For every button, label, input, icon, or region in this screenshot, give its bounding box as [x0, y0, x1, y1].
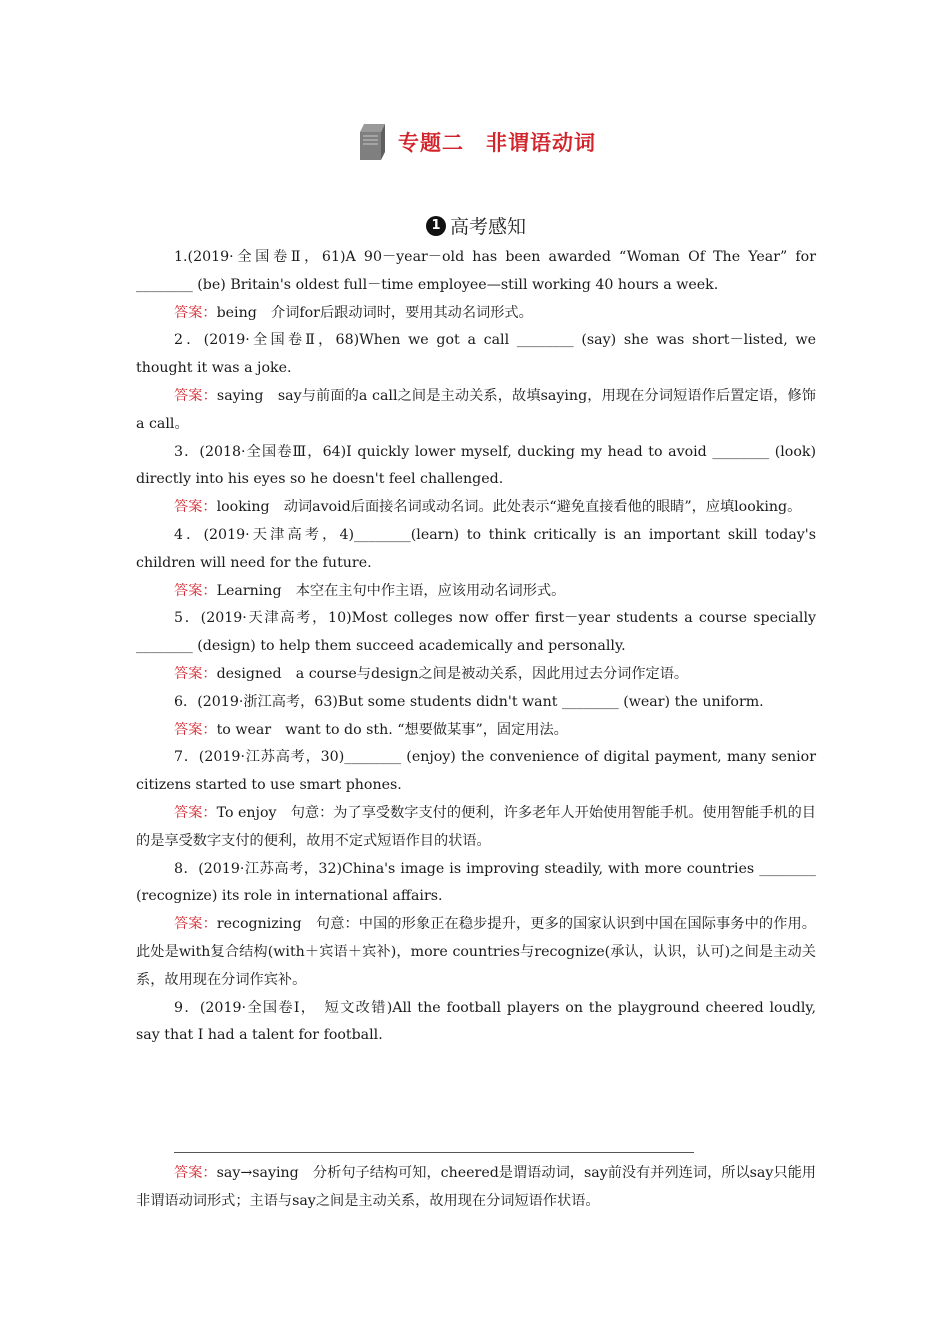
answer-paragraph: [136, 494, 816, 522]
divider: [174, 1152, 694, 1153]
answer-text: To enjoy 句意：为了享受数字支付的便利，许多老年人开始使用智能手机。使用智能手机的目的是享受数字支付的便利，故用不定式短语作目的状语。: [136, 804, 816, 849]
question-text: 3．(2018·全国卷Ⅲ，64)I quickly lower myself, ducking my head to avoid ________ (look) directly into his eyes so he doesn't feel challenged.: [136, 443, 816, 488]
footer-answer: [136, 1160, 816, 1216]
answer-label: 答案：: [174, 665, 217, 682]
answer-text: looking 动词avoid后面接名词或动名词。此处表示“避免直接看他的眼睛”，应填looking。: [216, 499, 802, 516]
answer-text: being 介词for后跟动词时，要用其动名词形式。: [216, 304, 533, 321]
answer-label: 答案：: [174, 387, 217, 404]
answer-paragraph: [136, 911, 816, 994]
section-heading: [136, 212, 816, 239]
answer-text: say→saying 分析句子结构可知，cheered是谓语动词，say前没有并列连词，所以say只能用非谓语动词形式；主语与say之间是主动关系，故用现在分词短语作状语。: [136, 1165, 816, 1209]
answer-paragraph: [136, 1160, 816, 1216]
question-text: 2．(2019·全国卷Ⅱ，68)When we got a call ________ (say) she was short－listed, we thought it was a joke.: [136, 332, 816, 377]
answer-text: recognizing 句意：中国的形象正在稳步提升，更多的国家认识到中国在国际事务中的作用。此处是with复合结构(with＋宾语＋宾补)，more countries与recognize(承认，认识，认可)之间是主动关系，故用现在分词作宾补。: [136, 916, 816, 988]
section-title: 高考感知: [449, 216, 526, 238]
question-text: 4．(2019·天津高考，4)________(learn) to think critically is an important skill today's children will need for the future.: [136, 526, 816, 571]
answer-text: designed a course与design之间是被动关系，因此用过去分词作定语。: [216, 665, 689, 682]
answer-paragraph: [136, 717, 816, 745]
answer-label: 答案：: [174, 916, 217, 933]
answer-paragraph: [136, 800, 816, 856]
question-text: 6．(2019·浙江高考，63)But some students didn't want ________ (wear) the uniform.: [174, 693, 764, 710]
answer-label: 答案：: [174, 721, 217, 738]
answer-paragraph: [136, 300, 816, 328]
question-list: [136, 244, 816, 1050]
page-title: 专题二 非谓语动词: [398, 131, 596, 155]
answer-label: 答案：: [174, 1165, 217, 1181]
title-row: [136, 122, 816, 162]
question-text: 5．(2019·天津高考，10)Most colleges now offer first－year students a course specially ________ (design) to help them succeed academically and personally.: [136, 610, 816, 655]
answer-text: Learning 本空在主句中作主语，应该用动名词形式。: [216, 582, 566, 599]
answer-paragraph: [136, 661, 816, 689]
answer-text: saying say与前面的a call之间是主动关系，故填saying，用现在分词短语作后置定语，修饰a call。: [136, 387, 816, 432]
question-text: 7．(2019·江苏高考，30)________ (enjoy) the convenience of digital payment, many senior citizens started to use smart phones.: [136, 749, 816, 794]
answer-paragraph: [136, 383, 816, 439]
section-number-badge: 1: [426, 216, 446, 236]
question-text: 1.(2019·全国卷Ⅱ，61)A 90－year－old has been awarded “Woman Of The Year” for ________ (be) Britain's oldest full－time employee—still working 40 hours a week.: [136, 249, 816, 293]
answer-label: 答案：: [174, 804, 217, 821]
answer-label: 答案：: [174, 499, 217, 516]
question-text: 9．(2019·全国卷Ⅰ， 短文改错)All the football players on the playground cheered loudly, say that I had a talent for football.: [136, 999, 816, 1044]
answer-text: to wear want to do sth. “想要做某事”，固定用法。: [216, 721, 568, 738]
answer-label: 答案：: [174, 582, 217, 599]
question-text: 8．(2019·江苏高考，32)China's image is improving steadily, with more countries ________ (recognize) its role in international affairs.: [136, 860, 816, 905]
book-stack-icon: [356, 122, 386, 162]
answer-label: 答案：: [174, 304, 217, 321]
answer-paragraph: [136, 578, 816, 606]
